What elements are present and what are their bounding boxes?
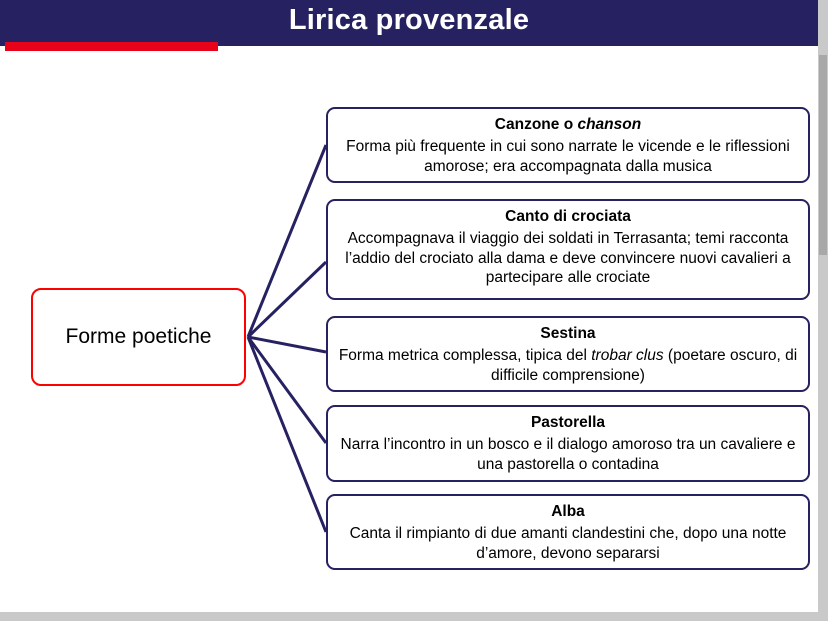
branch-node-alba[interactable] bbox=[326, 494, 810, 570]
branch-title bbox=[338, 208, 798, 226]
branch-node-sestina[interactable] bbox=[326, 316, 810, 392]
branch-title-text: Canzone o bbox=[494, 116, 578, 133]
branch-body-prefix: Narra l’incontro in un bosco e il dialogo amoroso tra un cavaliere e una pastorella o contadina bbox=[340, 436, 796, 473]
branch-title-text: Alba bbox=[551, 503, 585, 520]
branch-title bbox=[338, 503, 798, 521]
branch-body bbox=[338, 137, 798, 176]
branch-node-canzone[interactable] bbox=[326, 107, 810, 183]
root-node-forme-poetiche[interactable] bbox=[31, 288, 246, 386]
bottom-gutter bbox=[0, 612, 828, 621]
branch-title bbox=[338, 325, 798, 343]
branch-body-emphasis: trobar clus bbox=[591, 347, 664, 365]
branch-title bbox=[338, 116, 798, 134]
branch-body-suffix: (poetare oscuro, di difficile comprensione) bbox=[491, 347, 798, 384]
branch-body bbox=[338, 524, 798, 563]
root-node-label: Forme poetiche bbox=[65, 325, 212, 348]
vertical-scrollbar-thumb[interactable] bbox=[819, 55, 827, 255]
branch-title-text: Sestina bbox=[540, 325, 596, 342]
branch-title bbox=[338, 414, 798, 432]
branch-body-prefix: Accompagnava il viaggio dei soldati in Terrasanta; temi racconta l’addio del crociato alla dama e deve convincere nuovi cavalieri a partecipare alle crociate bbox=[345, 230, 791, 287]
branch-body-prefix: Forma più frequente in cui sono narrate le vicende e le riflessioni amorose; era accompagnata dalla musica bbox=[346, 138, 790, 175]
branch-title-emphasis: chanson bbox=[577, 116, 642, 133]
branch-body bbox=[338, 346, 798, 385]
branch-node-pastorella[interactable] bbox=[326, 405, 810, 482]
branch-title-text: Pastorella bbox=[530, 414, 606, 431]
branch-body bbox=[338, 229, 798, 287]
branch-body-prefix: Forma metrica complessa, tipica del bbox=[338, 347, 592, 365]
branch-title-text: Canto di crociata bbox=[505, 208, 631, 225]
page-title: Lirica provenzale bbox=[288, 4, 530, 36]
branch-node-canto-di-crociata[interactable] bbox=[326, 199, 810, 300]
branch-body-prefix: Canta il rimpianto di due amanti clandestini che, dopo una notte d’amore, devono separarsi bbox=[349, 525, 787, 562]
branch-body bbox=[338, 435, 798, 474]
